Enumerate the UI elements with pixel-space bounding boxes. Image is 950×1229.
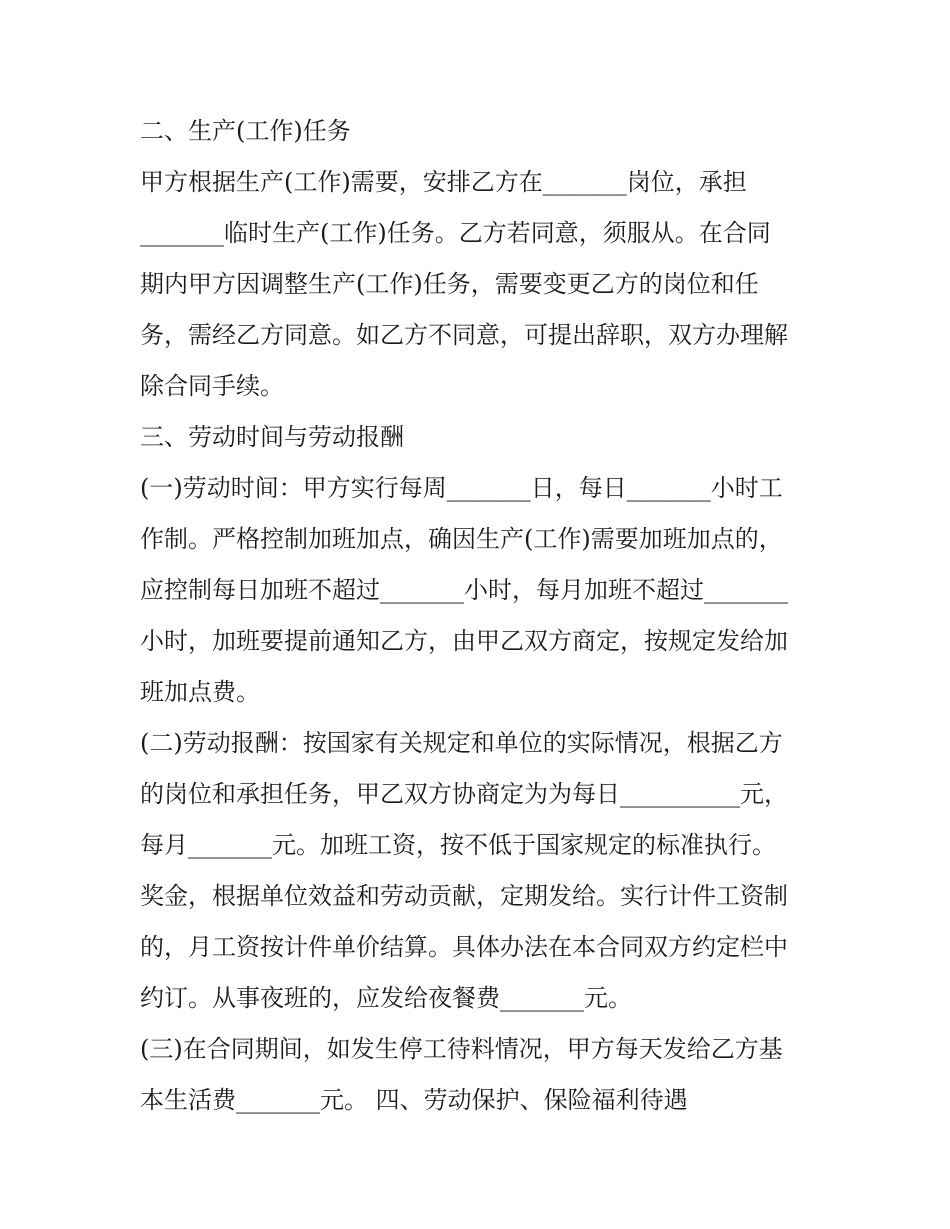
- paragraph-line: 甲方根据生产(工作)需要，安排乙方在_______岗位，承担: [140, 168, 747, 196]
- paragraph-line: 奖金，根据单位效益和劳动贡献，定期发给。实行计件工资制: [140, 882, 788, 910]
- paragraph-line: 务，需经乙方同意。如乙方不同意，可提出辞职，双方办理解: [140, 321, 788, 349]
- paragraph-line: 的，月工资按计件单价结算。具体办法在本合同双方约定栏中: [140, 933, 788, 961]
- paragraph-line: 小时，加班要提前通知乙方，由甲乙双方商定，按规定发给加: [140, 627, 788, 655]
- section-heading-working-hours: 三、劳动时间与劳动报酬: [140, 423, 404, 451]
- paragraph-line: 约订。从事夜班的，应发给夜餐费_______元。: [140, 984, 632, 1012]
- paragraph-line: 除合同手续。: [140, 372, 284, 400]
- paragraph-line: (三)在合同期间，如发生停工待料情况，甲方每天发给乙方基: [140, 1035, 783, 1063]
- document-body: [140, 106, 820, 1126]
- paragraph-line: 每月_______元。加班工资，按不低于国家规定的标准执行。: [140, 831, 776, 859]
- paragraph-line: 期内甲方因调整生产(工作)任务，需要变更乙方的岗位和任: [140, 270, 759, 298]
- paragraph-line: 作制。严格控制加班加点，确因生产(工作)需要加班加点的，: [140, 525, 783, 553]
- paragraph-line: (二)劳动报酬：按国家有关规定和单位的实际情况，根据乙方: [140, 729, 783, 757]
- paragraph-line: 班加点费。: [140, 678, 260, 706]
- paragraph-line: _______临时生产(工作)任务。乙方若同意，须服从。在合同: [140, 219, 771, 247]
- paragraph-line: (一)劳动时间：甲方实行每周_______日，每日_______小时工: [140, 474, 783, 502]
- paragraph-line: 本生活费_______元。 四、劳动保护、保险福利待遇: [140, 1086, 688, 1114]
- paragraph-line: 应控制每日加班不超过_______小时，每月加班不超过_______: [140, 576, 788, 604]
- paragraph-line: 的岗位和承担任务，甲乙双方协商定为为每日__________元，: [140, 780, 788, 808]
- section-heading-production-task: 二、生产(工作)任务: [140, 117, 351, 145]
